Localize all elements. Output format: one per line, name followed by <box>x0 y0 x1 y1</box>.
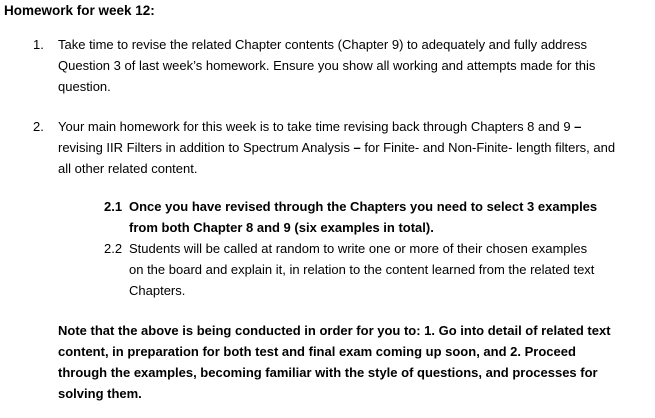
list-item-text-part1: Your main homework for this week is to take time revising back through Chapters 8 and 9 <box>58 119 575 134</box>
bold-dash: – <box>353 140 361 155</box>
sub-item-number: 2.2 <box>104 241 123 256</box>
list-item-number: 1. <box>33 37 44 52</box>
sub-item-text: Students will be called at random to write one or more of their chosen examples on the board and explain it, in relation to the content learned from the related text Chapters. <box>129 241 595 298</box>
list-item-text-part2: revising IIR Filters in addition to Spectrum Analysis <box>58 140 354 155</box>
sub-item-text: Once you have revised through the Chapters you need to select 3 examples from both Chapter 8 and 9 (six examples in total). <box>129 199 598 235</box>
list-item-text: Take time to revise the related Chapter contents (Chapter 9) to adequately and fully address Question 3 of last week’s homework. Ensure you show all working and attempts made for this question. <box>58 37 596 94</box>
list-item-number: 2. <box>33 119 44 134</box>
list-item-text <box>58 116 618 179</box>
sub-item-number: 2.1 <box>104 199 123 214</box>
note-paragraph: Note that the above is being conducted in order for you to: 1. Go into detail of related text content, in preparation for both test and final exam coming up soon, and 2. Proceed through the examples, becoming familiar with the style of questions, and processes for solving them. <box>58 323 611 401</box>
bold-dash: – <box>574 119 582 134</box>
document-title: Homework for week 12: <box>4 3 155 18</box>
list-item-text-part3: for Finite- and Non-Finite- length filters, and all other related content. <box>58 140 616 176</box>
